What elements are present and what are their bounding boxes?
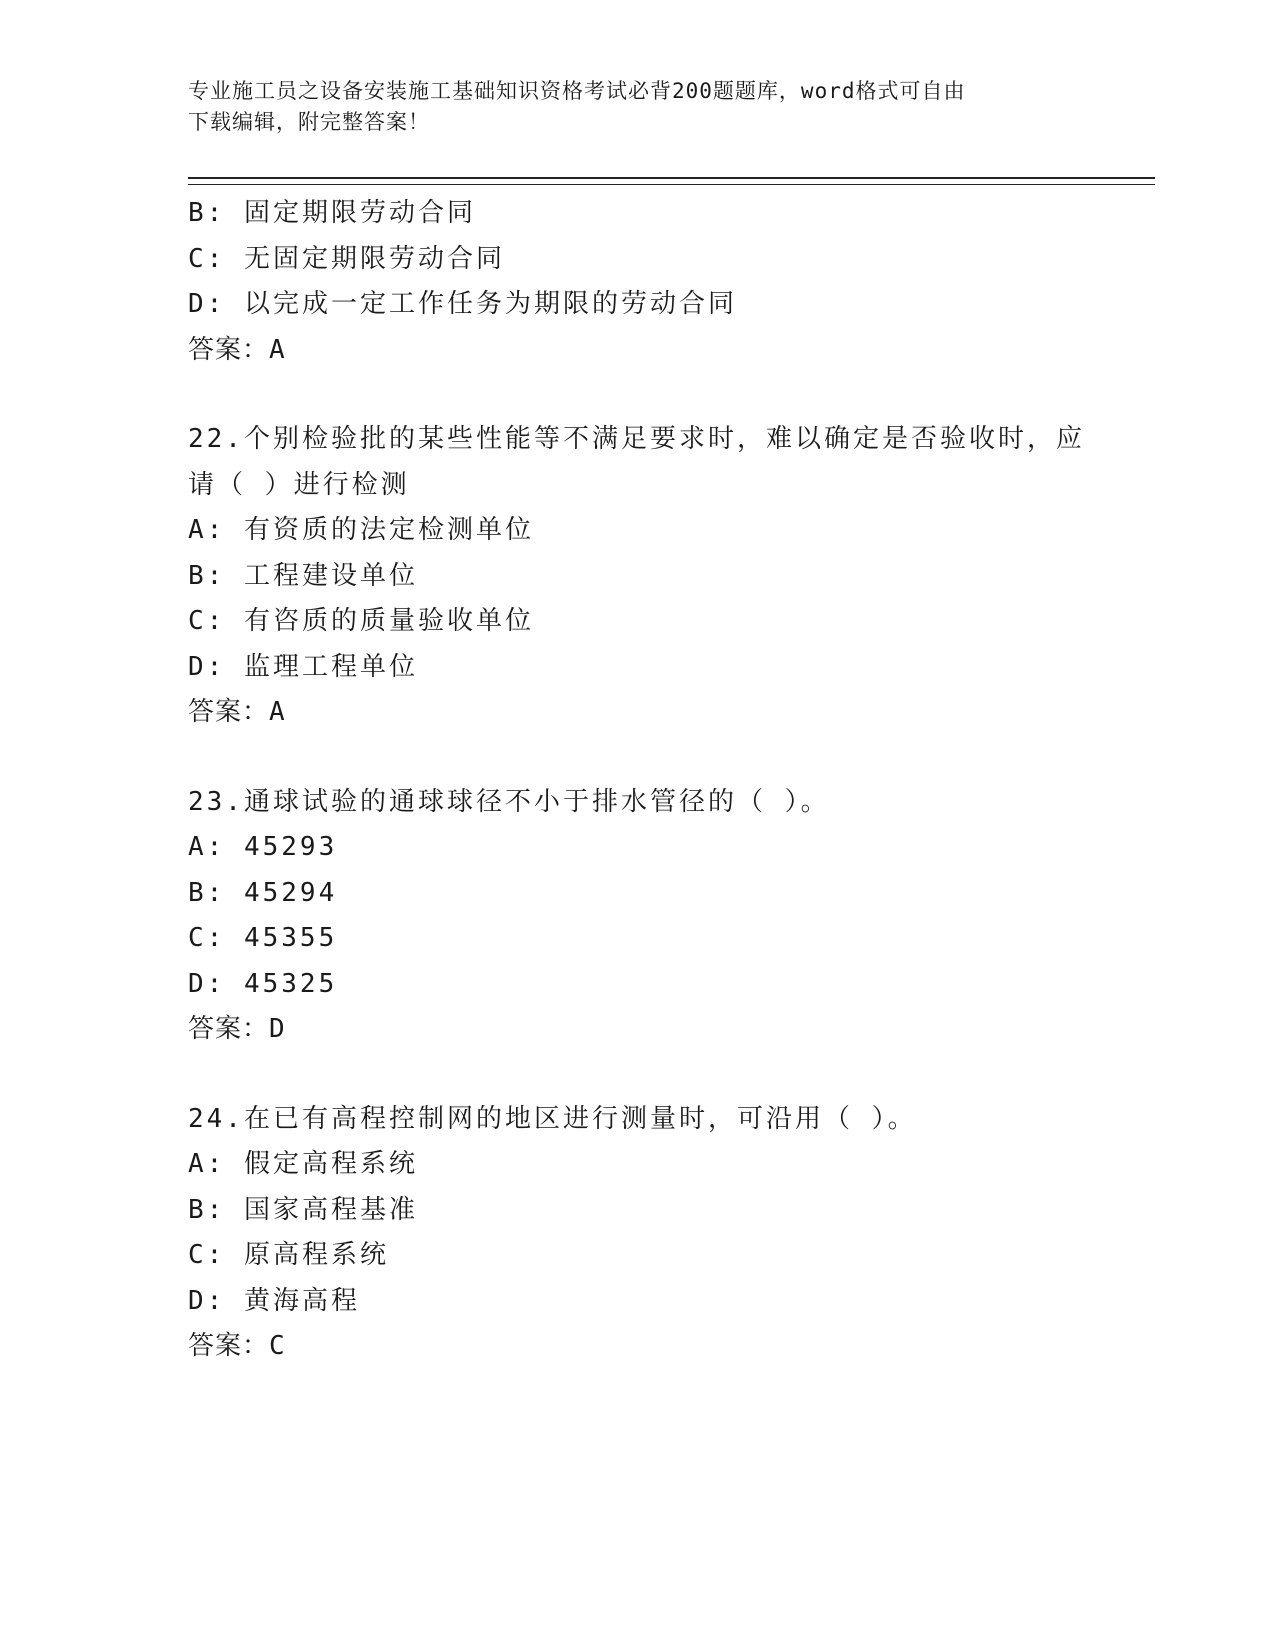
- question-23: [188, 780, 1088, 1053]
- question-stem: 24.在已有高程控制网的地区进行测量时，可沿用（ ）。: [188, 1103, 917, 1134]
- question-24: [188, 1097, 1088, 1370]
- spacer: [188, 736, 1088, 780]
- question-stem: 23.通球试验的通球球径不小于排水管径的（ ）。: [188, 786, 830, 817]
- question-21-continued: [188, 191, 1088, 373]
- option-a: A: 假定高程系统: [188, 1149, 418, 1179]
- header-title-line-1: 专业施工员之设备安装施工基础知识资格考试必背200题题库，word格式可自由: [188, 79, 966, 103]
- option-c: C: 无固定期限劳动合同: [188, 243, 505, 274]
- answer-line: 答案：C: [188, 1331, 286, 1361]
- option-a: A: 45293: [188, 832, 338, 862]
- answer-line: 答案：D: [188, 1014, 286, 1044]
- option-d: D: 45325: [188, 968, 338, 999]
- question-list: [188, 191, 1088, 1370]
- spacer: [188, 373, 1088, 417]
- question-stem-line-1: 22.个别检验批的某些性能等不满足要求时，难以确定是否验收时，应: [188, 424, 1085, 454]
- option-b: B: 工程建设单位: [188, 560, 418, 591]
- header-divider: [188, 177, 1155, 185]
- option-d: D: 黄海高程: [188, 1285, 360, 1316]
- answer-line: 答案：A: [188, 697, 286, 727]
- option-b: B: 固定期限劳动合同: [188, 198, 476, 228]
- option-c: C: 45355: [188, 923, 338, 953]
- option-a: A: 有资质的法定检测单位: [188, 515, 534, 545]
- option-b: B: 45294: [188, 877, 338, 908]
- option-c: C: 原高程系统: [188, 1240, 389, 1270]
- header-title-line-2: 下载编辑，附完整答案！: [188, 110, 430, 134]
- question-stem-line-2: 请（ ）进行检测: [188, 469, 410, 500]
- option-b: B: 国家高程基准: [188, 1194, 418, 1225]
- option-d: D: 以完成一定工作任务为期限的劳动合同: [188, 289, 737, 319]
- page-header: [188, 76, 1088, 138]
- option-d: D: 监理工程单位: [188, 651, 418, 682]
- question-22: [188, 417, 1088, 736]
- spacer: [188, 1053, 1088, 1097]
- answer-line: 答案：A: [188, 334, 286, 365]
- option-c: C: 有咨质的质量验收单位: [188, 606, 534, 636]
